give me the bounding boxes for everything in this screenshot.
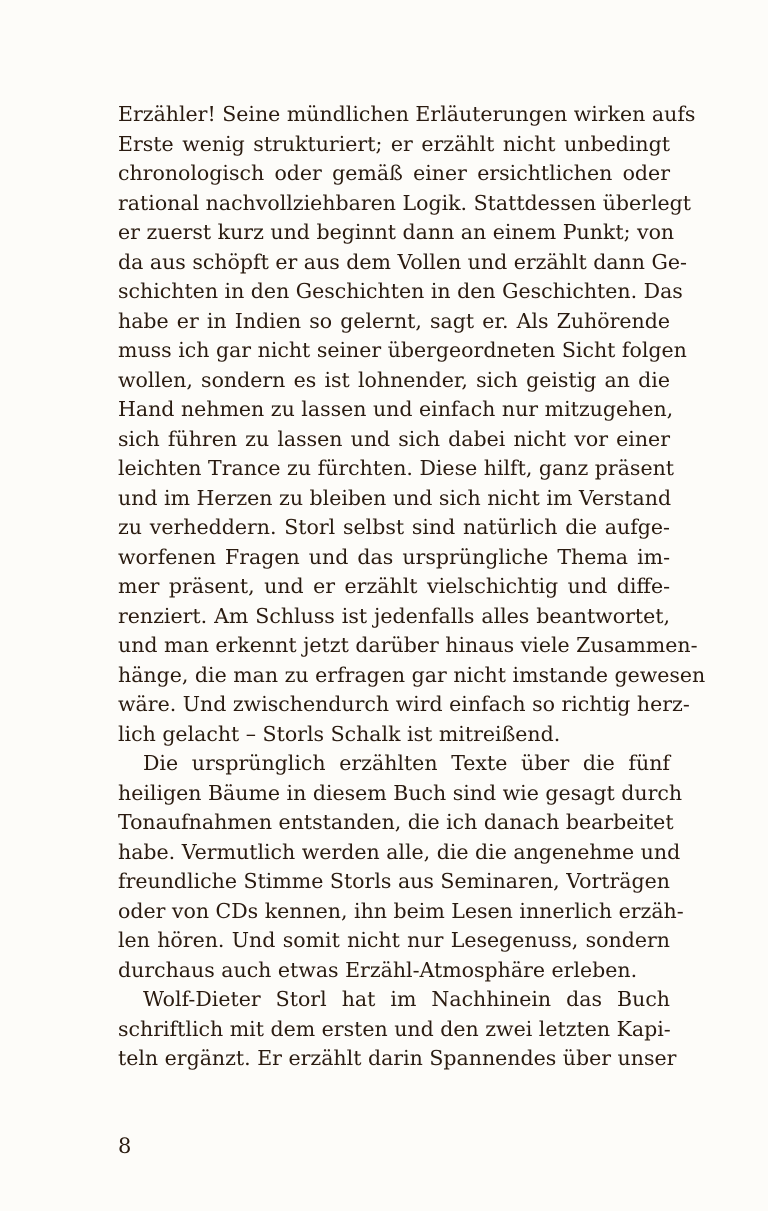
text-line: Die ursprünglich erzählten Texte über die fünf — [143, 751, 670, 775]
text-line: durchaus auch etwas Erzähl-Atmosphäre erleben. — [118, 957, 638, 982]
text-line: Hand nehmen zu lassen und einfach nur mitzugehen, — [118, 397, 674, 421]
text-line: chronologisch oder gemäß einer ersichtlichen oder — [118, 161, 670, 185]
text-line: mer präsent, und er erzählt vielschichtig und diffe- — [118, 574, 670, 598]
text-line: habe er in Indien so gelernt, sagt er. Als Zuhörende — [118, 308, 670, 333]
text-line: und man erkennt jetzt darüber hinaus viele Zusammen- — [118, 633, 698, 657]
text-line: len hören. Und somit nicht nur Lesegenuss, sondern — [118, 928, 670, 952]
text-line: leichten Trance zu fürchten. Diese hilft, ganz präsent — [118, 456, 675, 480]
text-line: worfenen Fragen und das ursprüngliche Thema im- — [118, 544, 670, 569]
text-line: Wolf-Dieter Storl hat im Nachhinein das Buch — [143, 987, 670, 1011]
text-line: Tonaufnahmen entstanden, die ich danach bearbeitet — [118, 810, 674, 834]
text-line: da aus schöpft er aus dem Vollen und erzählt dann Ge- — [118, 249, 687, 274]
text-line: Erzähler! Seine mündlichen Erläuterungen wirken aufs — [118, 102, 696, 126]
text-line: schriftlich mit dem ersten und den zwei letzten Kapi- — [118, 1016, 671, 1041]
text-line: muss ich gar nicht seiner übergeordneten Sicht folgen — [118, 338, 687, 362]
text-line: und im Herzen zu bleiben und sich nicht im Verstand — [118, 485, 672, 510]
text-line: heiligen Bäume in diesem Buch sind wie gesagt durch — [118, 780, 683, 805]
page-body — [118, 100, 706, 1074]
text-line: habe. Vermutlich werden alle, die die angenehme und — [118, 839, 681, 864]
text-line: oder von CDs kennen, ihn beim Lesen innerlich erzäh- — [118, 898, 684, 923]
text-line: er zuerst kurz und beginnt dann an einem Punkt; von — [118, 220, 675, 244]
text-line: wäre. Und zwischendurch wird einfach so richtig herz- — [118, 692, 690, 716]
text-line: rational nachvollziehbaren Logik. Stattdessen überlegt — [118, 190, 692, 215]
text-line: sich führen zu lassen und sich dabei nicht vor einer — [118, 426, 670, 451]
text-line: teln ergänzt. Er erzählt darin Spannendes über unser — [118, 1046, 677, 1070]
text-line: wollen, sondern es ist lohnender, sich geistig an die — [118, 367, 670, 392]
text-line: zu verheddern. Storl selbst sind natürlich die aufge- — [118, 515, 670, 539]
paragraph-3 — [118, 985, 677, 1074]
text-line: Erste wenig strukturiert; er erzählt nicht unbedingt — [118, 131, 670, 156]
text-line: freundliche Stimme Storls aus Seminaren, Vorträgen — [118, 869, 670, 893]
text-line: renziert. Am Schluss ist jedenfalls alles beantwortet, — [118, 603, 670, 628]
text-line: lich gelacht – Storls Schalk ist mitreißend. — [118, 721, 561, 746]
text-line: hänge, die man zu erfragen gar nicht imstande gewesen — [118, 662, 706, 687]
paragraph-2 — [118, 749, 684, 985]
text-line: schichten in den Geschichten in den Geschichten. Das — [118, 279, 683, 303]
page-number: 8 — [118, 1134, 132, 1158]
paragraph-1 — [118, 100, 706, 749]
